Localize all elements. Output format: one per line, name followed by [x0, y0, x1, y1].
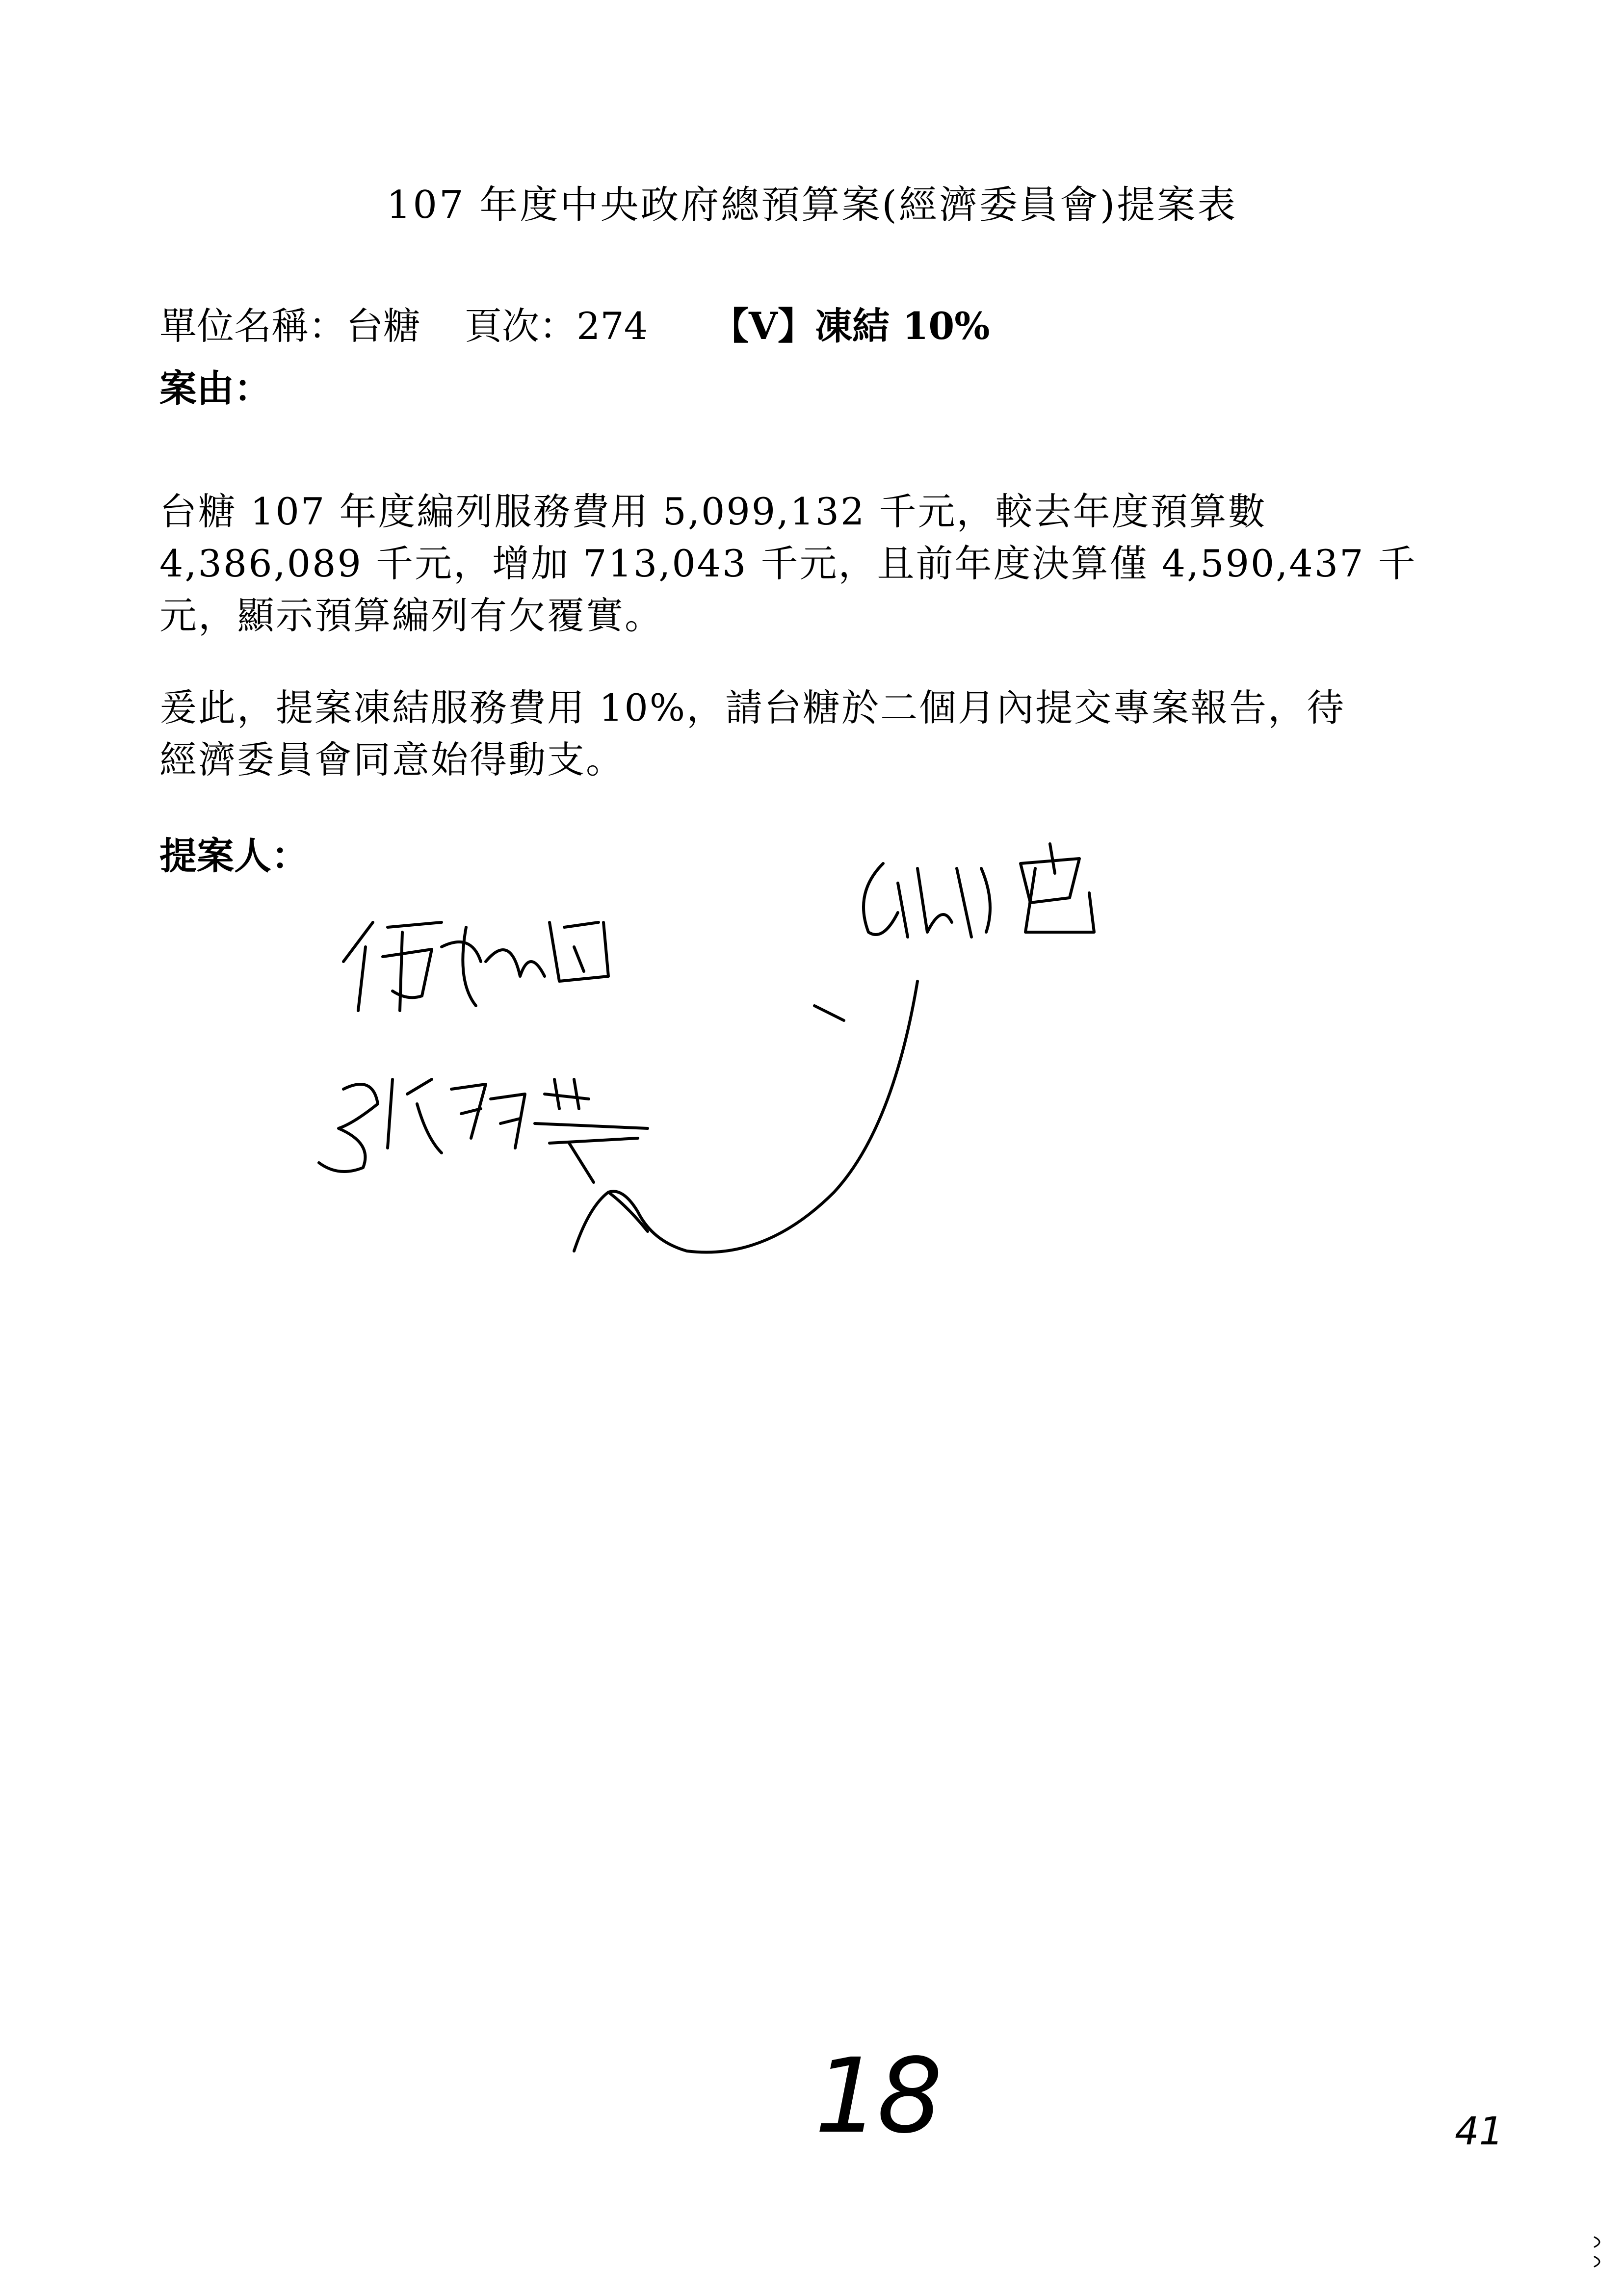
proposer-label: 提案人：: [159, 834, 309, 878]
page-number-label: 頁次：: [465, 304, 576, 348]
reason-paragraph-1: 台糖 107 年度編列服務費用 5,099,132 千元，較去年度預算數 4,386,089 千元，增加 713,043 千元，且前年度決算僅 4,590,437 千 元，顯示預算編列有欠覆實。: [159, 490, 1417, 637]
freeze-checkbox-mark: 【V】: [711, 304, 815, 348]
signature-1: [343, 922, 608, 1011]
document-title: 107 年度中央政府總預算案(經濟委員會)提案表: [386, 183, 1238, 227]
signature-connector-stroke: [574, 981, 917, 1252]
corner-page-number: 41: [1455, 2110, 1504, 2154]
handwritten-page-number: 18: [814, 2036, 940, 2156]
unit-name-value: 台糖: [346, 304, 420, 348]
freeze-option-label: 凍結 10%: [815, 304, 990, 348]
page-number-value: 274: [576, 304, 648, 348]
unit-name-label: 單位名稱：: [159, 304, 346, 348]
proposal-meta-line: [159, 302, 990, 351]
signature-3: [864, 844, 1094, 937]
reason-label: 案由：: [159, 366, 271, 410]
signature-2: [319, 1079, 648, 1182]
reason-paragraph-2: 爰此，提案凍結服務費用 10%，請台糖於二個月內提交專案報告，待 經濟委員會同意始得動支。: [159, 686, 1346, 782]
